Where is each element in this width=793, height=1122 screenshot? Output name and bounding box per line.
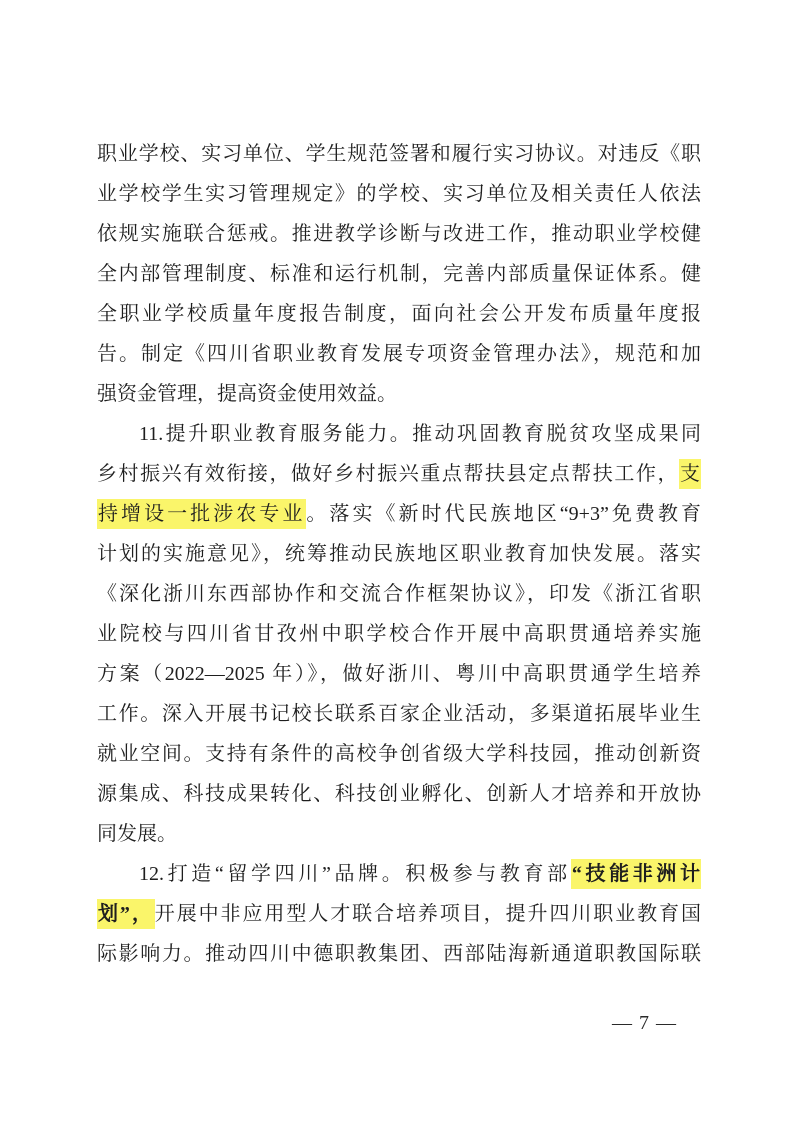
text-segment: 就业空间。支持有条件的高校争创省级大学科技园，推动创新资 bbox=[97, 743, 701, 765]
text-line bbox=[97, 694, 701, 734]
text-line bbox=[97, 334, 701, 374]
text-segment: 业学校学生实习管理规定》的学校、实习单位及相关责任人依法 bbox=[97, 183, 701, 205]
text-segment: 。落实《新时代民族地区“9+3”免费教育 bbox=[306, 503, 701, 525]
text-line bbox=[97, 894, 701, 934]
text-line bbox=[97, 934, 701, 974]
text-segment: 同发展。 bbox=[97, 823, 177, 845]
highlighted-text: 持增设一批涉农专业 bbox=[97, 499, 306, 529]
text-segment: 11.提升职业教育服务能力。推动巩固教育脱贫攻坚成果同 bbox=[139, 423, 701, 445]
text-line bbox=[97, 454, 701, 494]
text-line bbox=[97, 494, 701, 534]
page-number: — 7 — bbox=[612, 1012, 677, 1034]
text-line bbox=[97, 174, 701, 214]
text-line bbox=[97, 814, 701, 854]
highlighted-text: “技能非洲计 bbox=[571, 859, 701, 889]
text-line bbox=[97, 734, 701, 774]
text-segment: 工作。深入开展书记校长联系百家企业活动，多渠道拓展毕业生 bbox=[97, 703, 701, 725]
text-segment: 依规实施联合惩戒。推进教学诊断与改进工作，推动职业学校健 bbox=[97, 223, 701, 245]
text-segment: 告。制定《四川省职业教育发展专项资金管理办法》，规范和加 bbox=[97, 343, 701, 365]
text-segment: 方案（2022—2025 年）》，做好浙川、粤川中高职贯通学生培养 bbox=[97, 663, 701, 685]
text-segment: 全职业学校质量年度报告制度，面向社会公开发布质量年度报 bbox=[97, 303, 701, 325]
text-segment: 强资金管理，提高资金使用效益。 bbox=[97, 383, 397, 405]
text-segment: 12.打造“留学四川”品牌。积极参与教育部 bbox=[139, 863, 571, 885]
text-line bbox=[97, 294, 701, 334]
text-line bbox=[97, 134, 701, 174]
text-segment: 开展中非应用型人才联合培养项目，提升四川职业教育国 bbox=[154, 903, 702, 925]
text-line bbox=[97, 374, 701, 414]
text-line bbox=[97, 614, 701, 654]
text-segment: 业院校与四川省甘孜州中职学校合作开展中高职贯通培养实施 bbox=[97, 623, 701, 645]
text-line bbox=[97, 254, 701, 294]
text-line bbox=[97, 854, 701, 894]
text-segment: 《深化浙川东西部协作和交流合作框架协议》，印发《浙江省职 bbox=[97, 583, 701, 605]
text-segment: 际影响力。推动四川中德职教集团、西部陆海新通道职教国际联 bbox=[97, 943, 701, 965]
highlighted-text: 划”， bbox=[97, 899, 155, 929]
text-line bbox=[97, 534, 701, 574]
text-line bbox=[97, 214, 701, 254]
highlighted-text: 支 bbox=[679, 459, 701, 489]
text-segment: 乡村振兴有效衔接，做好乡村振兴重点帮扶县定点帮扶工作， bbox=[97, 463, 679, 485]
text-segment: 全内部管理制度、标准和运行机制，完善内部质量保证体系。健 bbox=[97, 263, 701, 285]
text-segment: 源集成、科技成果转化、科技创业孵化、创新人才培养和开放协 bbox=[97, 783, 701, 805]
text-line bbox=[97, 774, 701, 814]
text-block bbox=[97, 134, 701, 974]
text-line bbox=[97, 414, 701, 454]
text-segment: 计划的实施意见》，统筹推动民族地区职业教育加快发展。落实 bbox=[97, 543, 701, 565]
text-line bbox=[97, 574, 701, 614]
text-segment: 职业学校、实习单位、学生规范签署和履行实习协议。对违反《职 bbox=[97, 143, 701, 165]
text-line bbox=[97, 654, 701, 694]
